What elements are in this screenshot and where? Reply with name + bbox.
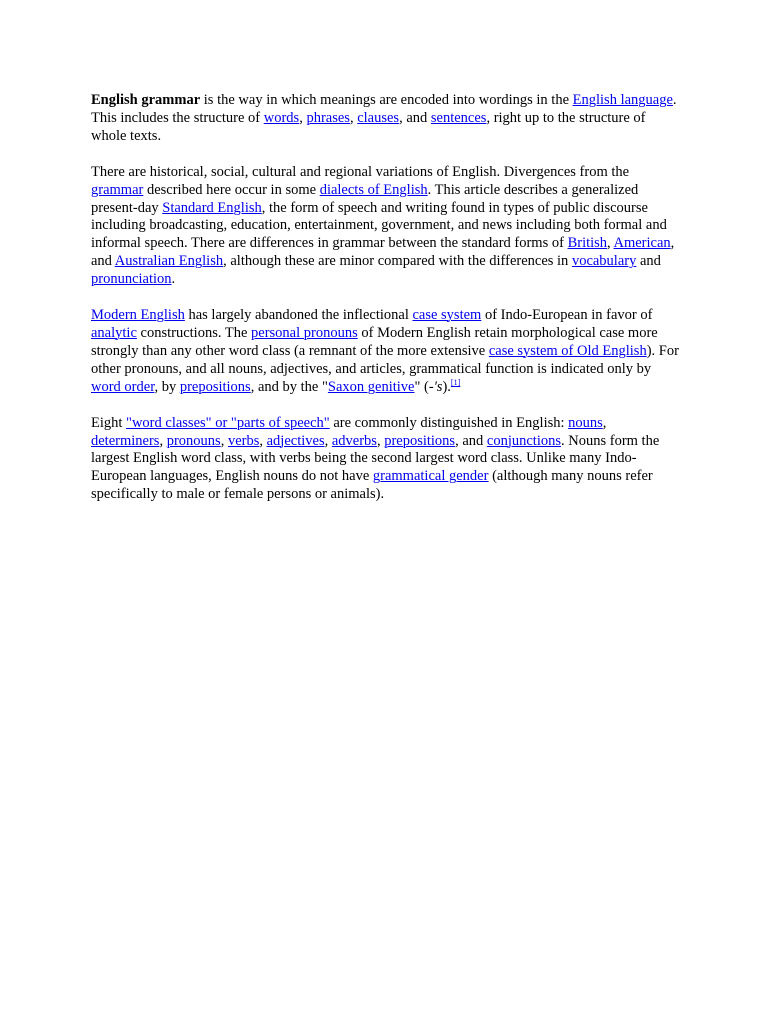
body-text: constructions. The	[136, 324, 252, 341]
link-australian-english[interactable]: Australian English	[114, 253, 224, 270]
link-sentences[interactable]: sentences	[430, 109, 487, 126]
body-text: ). For other pronouns, and all nouns, adjectives, and articles, grammatical function is indicated only by	[91, 342, 679, 377]
body-text: .	[171, 271, 176, 288]
link-pronunciation[interactable]: pronunciation	[91, 271, 172, 288]
body-text: Eight	[91, 414, 127, 431]
italic-text: -'s	[428, 378, 443, 395]
bold-term: English grammar	[91, 92, 201, 108]
body-text: has largely abandoned the inflectional	[184, 307, 413, 324]
body-text: , although these are minor compared with the differences in	[223, 253, 572, 270]
body-text: is the way in which meanings are encoded into wordings in the	[200, 92, 573, 108]
body-text: ,	[602, 414, 607, 431]
body-text: , and by the "	[250, 378, 328, 395]
link-personal-pronouns[interactable]: personal pronouns	[251, 324, 358, 341]
body-text: " (	[414, 378, 429, 395]
link-words[interactable]: words	[263, 109, 300, 126]
body-text: ,	[259, 432, 267, 449]
body-text: ,	[299, 109, 307, 126]
link-conjunctions[interactable]: conjunctions	[486, 432, 561, 449]
body-text: ,	[349, 109, 358, 126]
body-text: , and	[399, 109, 431, 126]
body-text: ,	[159, 432, 167, 449]
link-case-system[interactable]: case system	[412, 307, 482, 324]
link-modern-english[interactable]: Modern English	[91, 307, 185, 324]
link-dialects-of-english[interactable]: dialects of English	[319, 181, 428, 198]
link-case-system-of-old-english[interactable]: case system of Old English	[488, 342, 647, 359]
link-phrases[interactable]: phrases	[306, 109, 350, 126]
body-text: described here occur in some	[143, 181, 320, 198]
link-word-classes-or-parts-of-speech[interactable]: "word classes" or "parts of speech"	[126, 414, 330, 431]
link-nouns[interactable]: nouns	[568, 414, 603, 431]
body-text: . This includes the structure of	[91, 92, 677, 126]
paragraph-4	[91, 415, 681, 505]
link-vocabulary[interactable]: vocabulary	[571, 253, 637, 270]
link-adverbs[interactable]: adverbs	[331, 432, 377, 449]
body-text: , right up to the structure of whole texts.	[91, 109, 646, 144]
body-text: . This article describes a generalized present-day	[91, 181, 639, 216]
body-text: of Indo-European in favor of	[481, 307, 653, 324]
link-grammar[interactable]: grammar	[91, 181, 144, 198]
link-determiners[interactable]: determiners	[91, 432, 160, 449]
paragraph-3	[91, 307, 681, 397]
link-prepositions[interactable]: prepositions	[384, 432, 456, 449]
link-english-language[interactable]: English language	[572, 92, 673, 108]
link-saxon-genitive[interactable]: Saxon genitive	[327, 378, 415, 395]
link-british[interactable]: British	[567, 235, 608, 252]
body-text: ,	[376, 432, 385, 449]
body-text: There are historical, social, cultural and regional variations of English. Divergences from the	[91, 163, 630, 180]
paragraph-1	[91, 92, 681, 146]
body-text: , by	[154, 378, 180, 395]
body-text: , and	[455, 432, 487, 449]
body-text: , the form of speech and writing found in types of public discourse including broadcasting, education, entertainment, government, and news including both formal and informal speech. There are differences in grammar between the standard forms of	[91, 199, 667, 252]
link-analytic[interactable]: analytic	[91, 324, 137, 341]
body-text: (although many nouns refer specifically to male or female persons or animals).	[91, 468, 653, 503]
body-text: of Modern English retain morphological case more strongly than any other word class (a remnant of the more extensive	[91, 324, 658, 359]
body-text: ,	[607, 235, 614, 252]
body-text: ,	[324, 432, 332, 449]
link-clauses[interactable]: clauses	[357, 109, 400, 126]
link-adjectives[interactable]: adjectives	[266, 432, 325, 449]
link-american[interactable]: American	[613, 235, 671, 252]
body-text: ).	[442, 378, 451, 395]
link-standard-english[interactable]: Standard English	[162, 199, 262, 216]
link-grammatical-gender[interactable]: grammatical gender	[372, 468, 489, 485]
link-prepositions[interactable]: prepositions	[179, 378, 251, 395]
body-text: and	[636, 253, 661, 270]
paragraph-2	[91, 164, 681, 289]
body-text: ,	[220, 432, 228, 449]
citation-reference[interactable]: [1]	[450, 377, 461, 387]
body-text: . Nouns form the largest English word class, with verbs being the second largest word class. Unlike many Indo-European languages, English nouns do not have	[91, 432, 660, 485]
article-body	[91, 92, 681, 522]
link-pronouns[interactable]: pronouns	[166, 432, 221, 449]
link-word-order[interactable]: word order	[91, 378, 155, 395]
body-text: are commonly distinguished in English:	[329, 414, 569, 431]
link-verbs[interactable]: verbs	[227, 432, 260, 449]
body-text: , and	[91, 235, 675, 270]
